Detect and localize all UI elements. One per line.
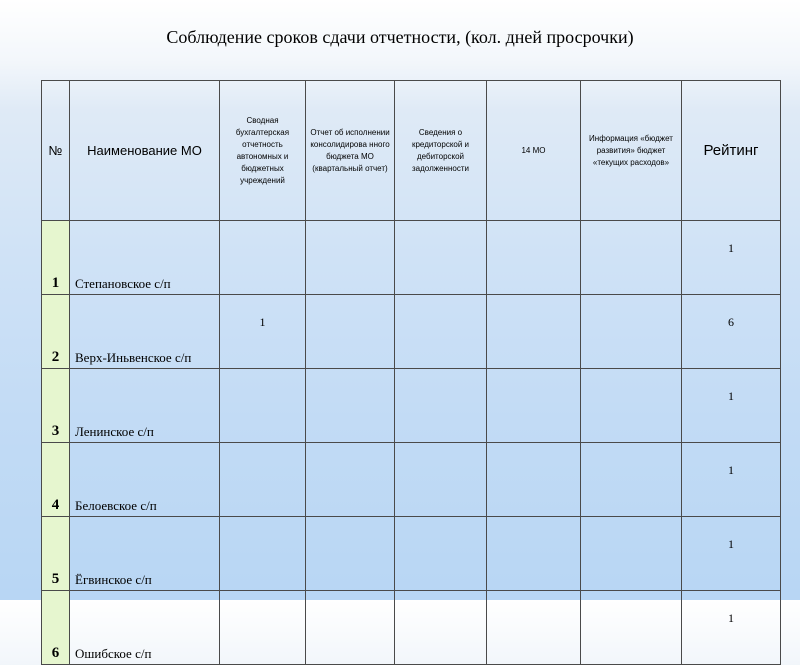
- rating-value: 1: [682, 517, 781, 591]
- value-budget-execution-report: [306, 221, 395, 295]
- value-receivables-payables: [395, 591, 487, 665]
- mo-name: Ошибское с/п: [70, 591, 220, 665]
- value-consolidated-accounting: 1: [220, 295, 306, 369]
- row-number: 6: [42, 591, 70, 665]
- row-number: 3: [42, 369, 70, 443]
- mo-name: Ёгвинское с/п: [70, 517, 220, 591]
- row-number: 4: [42, 443, 70, 517]
- value-budget-execution-report: [306, 591, 395, 665]
- page-title: Соблюдение сроков сдачи отчетности, (кол. дней просрочки): [166, 27, 634, 47]
- value-development-budget-info: [581, 443, 682, 517]
- row-number: 1: [42, 221, 70, 295]
- table-row: [42, 369, 781, 443]
- mo-name: Степановское с/п: [70, 221, 220, 295]
- header-14-mo: 14 МО: [487, 81, 581, 221]
- value-consolidated-accounting: [220, 591, 306, 665]
- value-budget-execution-report: [306, 369, 395, 443]
- rating-value: 1: [682, 221, 781, 295]
- value-consolidated-accounting: [220, 517, 306, 591]
- value-development-budget-info: [581, 221, 682, 295]
- value-budget-execution-report: [306, 443, 395, 517]
- value-14-mo: [487, 369, 581, 443]
- table-row: [42, 443, 781, 517]
- row-number: 5: [42, 517, 70, 591]
- value-budget-execution-report: [306, 295, 395, 369]
- value-development-budget-info: [581, 517, 682, 591]
- header-consolidated-accounting: Сводная бухгалтерская отчетность автономных и бюджетных учреждений: [220, 81, 306, 221]
- value-consolidated-accounting: [220, 221, 306, 295]
- header-budget-execution-report: Отчет об исполнении консолидирова нного бюджета МО (квартальный отчет): [306, 81, 395, 221]
- value-consolidated-accounting: [220, 369, 306, 443]
- table-row: [42, 591, 781, 665]
- value-development-budget-info: [581, 369, 682, 443]
- row-number: 2: [42, 295, 70, 369]
- value-development-budget-info: [581, 295, 682, 369]
- mo-name: Ленинское с/п: [70, 369, 220, 443]
- value-receivables-payables: [395, 221, 487, 295]
- table-row: [42, 295, 781, 369]
- header-rating: Рейтинг: [682, 81, 781, 221]
- value-receivables-payables: [395, 295, 487, 369]
- table-row: [42, 221, 781, 295]
- value-development-budget-info: [581, 591, 682, 665]
- rating-value: 1: [682, 443, 781, 517]
- value-consolidated-accounting: [220, 443, 306, 517]
- rating-value: 1: [682, 369, 781, 443]
- value-14-mo: [487, 517, 581, 591]
- value-14-mo: [487, 443, 581, 517]
- header-receivables-payables: Сведения о кредиторской и дебиторской задолженности: [395, 81, 487, 221]
- header-mo-name: Наименование МО: [70, 81, 220, 221]
- value-14-mo: [487, 295, 581, 369]
- mo-name: Белоевское с/п: [70, 443, 220, 517]
- value-receivables-payables: [395, 369, 487, 443]
- header-row: [42, 81, 781, 221]
- value-14-mo: [487, 221, 581, 295]
- header-development-budget-info: Информация «бюджет развития» бюджет «текущих расходов»: [581, 81, 682, 221]
- rating-value: 6: [682, 295, 781, 369]
- report-deadlines-table: [41, 80, 781, 665]
- rating-value: 1: [682, 591, 781, 665]
- value-receivables-payables: [395, 443, 487, 517]
- value-14-mo: [487, 591, 581, 665]
- header-number: №: [42, 81, 70, 221]
- value-receivables-payables: [395, 517, 487, 591]
- mo-name: Верх-Иньвенское с/п: [70, 295, 220, 369]
- table-row: [42, 517, 781, 591]
- value-budget-execution-report: [306, 517, 395, 591]
